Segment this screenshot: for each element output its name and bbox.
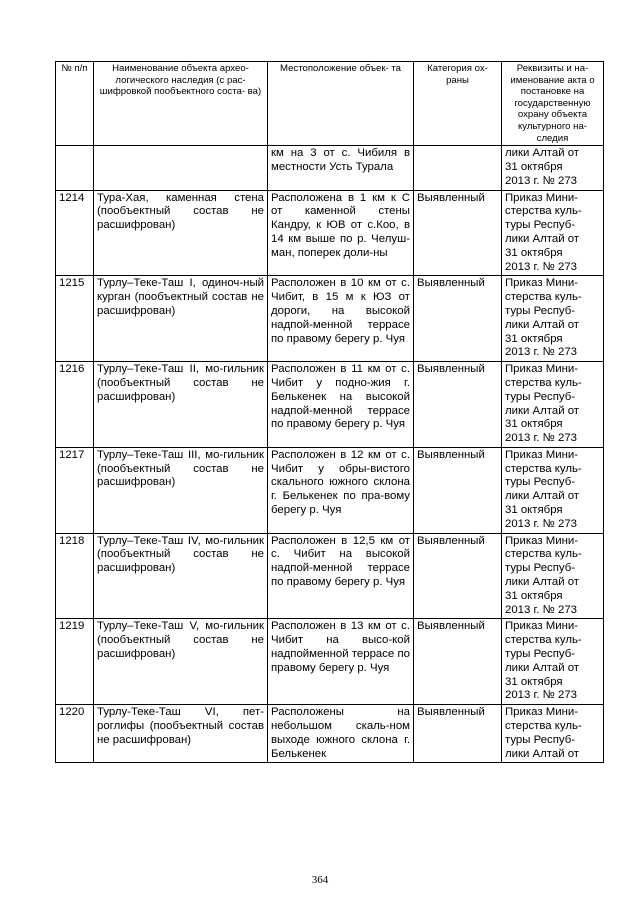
cell-num: 1219: [56, 619, 94, 705]
cell-category: Выявленный: [414, 533, 502, 619]
cell-act: Приказ Мини- стерства куль- туры Респуб- лики Алтай от 31 октября 2013 г. № 273: [502, 619, 604, 705]
cell-num: 1218: [56, 533, 94, 619]
cell-category: Выявленный: [414, 619, 502, 705]
header-name: Наименование объекта архео- логического наследия (с рас- шифровкой пообъектного соста- ва): [94, 62, 268, 146]
cell-location: Расположен в 13 км от с. Чибит на высо-кой надпойменной террасе по правому берегу р. Чуя: [268, 619, 414, 705]
cell-name: Тура-Хая, каменная стена (пообъектный состав не расшифрован): [94, 190, 268, 276]
header-act: Реквизиты и на- именование акта о постановке на государственную охрану объекта культурного на- следия: [502, 62, 604, 146]
table-row: [56, 619, 604, 705]
table-row: [56, 146, 604, 190]
table-row: [56, 362, 604, 448]
header-category: Категория ох- раны: [414, 62, 502, 146]
table-row: [56, 447, 604, 533]
cell-category: Выявленный: [414, 447, 502, 533]
heritage-register-table: [55, 61, 604, 763]
cell-location: км на 3 от с. Чибиля в местности Усть Турала: [268, 146, 414, 190]
cell-act: Приказ Мини- стерства куль- туры Респуб- лики Алтай от 31 октября 2013 г. № 273: [502, 533, 604, 619]
cell-category: Выявленный: [414, 190, 502, 276]
header-num: № п/п: [56, 62, 94, 146]
cell-num: 1214: [56, 190, 94, 276]
cell-num: 1220: [56, 705, 94, 763]
cell-location: Расположен в 12 км от с. Чибит у обры-вистого скального южного склона г. Белькенек по пра-вому берегу р. Чуя: [268, 447, 414, 533]
table-row: [56, 705, 604, 763]
cell-name: Турлу–Теке-Таш I, одиноч-ный курган (пообъектный состав не расшифрован): [94, 276, 268, 362]
header-location: Местоположение объек- та: [268, 62, 414, 146]
cell-category: [414, 146, 502, 190]
cell-category: Выявленный: [414, 705, 502, 763]
cell-name: [94, 146, 268, 190]
cell-category: Выявленный: [414, 276, 502, 362]
cell-act: Приказ Мини- стерства куль- туры Респуб- лики Алтай от 31 октября 2013 г. № 273: [502, 362, 604, 448]
cell-act: лики Алтай от 31 октября 2013 г. № 273: [502, 146, 604, 190]
cell-num: 1215: [56, 276, 94, 362]
cell-name: Турлу–Теке-Таш IV, мо-гильник (пообъектный состав не расшифрован): [94, 533, 268, 619]
cell-name: Турлу–Теке-Таш V, мо-гильник (пообъектный состав не расшифрован): [94, 619, 268, 705]
cell-act: Приказ Мини- стерства куль- туры Респуб- лики Алтай от 31 октября 2013 г. № 273: [502, 190, 604, 276]
cell-act: Приказ Мини- стерства куль- туры Респуб- лики Алтай от: [502, 705, 604, 763]
cell-num: [56, 146, 94, 190]
cell-act: Приказ Мини- стерства куль- туры Респуб- лики Алтай от 31 октября 2013 г. № 273: [502, 276, 604, 362]
cell-act: Приказ Мини- стерства куль- туры Респуб- лики Алтай от 31 октября 2013 г. № 273: [502, 447, 604, 533]
cell-location: Расположен в 10 км от с. Чибит, в 15 м к ЮЗ от дороги, на высокой надпой-менной террасе по правому берегу р. Чуя: [268, 276, 414, 362]
cell-num: 1216: [56, 362, 94, 448]
cell-location: Расположен в 11 км от с. Чибит у подно-жия г. Белькенек на высокой надпой-менной террасе по правому берегу р. Чуя: [268, 362, 414, 448]
cell-name: Турлу-Теке-Таш VI, пет-роглифы (пообъектный состав не расшифрован): [94, 705, 268, 763]
table-header-row: [56, 62, 604, 146]
cell-name: Турлу–Теке-Таш II, мо-гильник (пообъектный состав не расшифрован): [94, 362, 268, 448]
table-row: [56, 533, 604, 619]
cell-name: Турлу–Теке-Таш III, мо-гильник (пообъектный состав не расшифрован): [94, 447, 268, 533]
cell-location: Расположен в 12,5 км от с. Чибит на высокой надпой-менной террасе по правому берегу р. Чуя: [268, 533, 414, 619]
table-row: [56, 276, 604, 362]
page-number: 364: [311, 874, 329, 886]
cell-num: 1217: [56, 447, 94, 533]
cell-location: Расположена в 1 км к С от каменной стены Кандру, к ЮВ от с.Коо, в 14 км выше по р. Челуш-ман, поперек доли-ны: [268, 190, 414, 276]
cell-location: Расположены на небольшом скаль-ном выходе южного склона г. Белькенек: [268, 705, 414, 763]
table-body: [56, 146, 604, 763]
cell-category: Выявленный: [414, 362, 502, 448]
table-row: [56, 190, 604, 276]
